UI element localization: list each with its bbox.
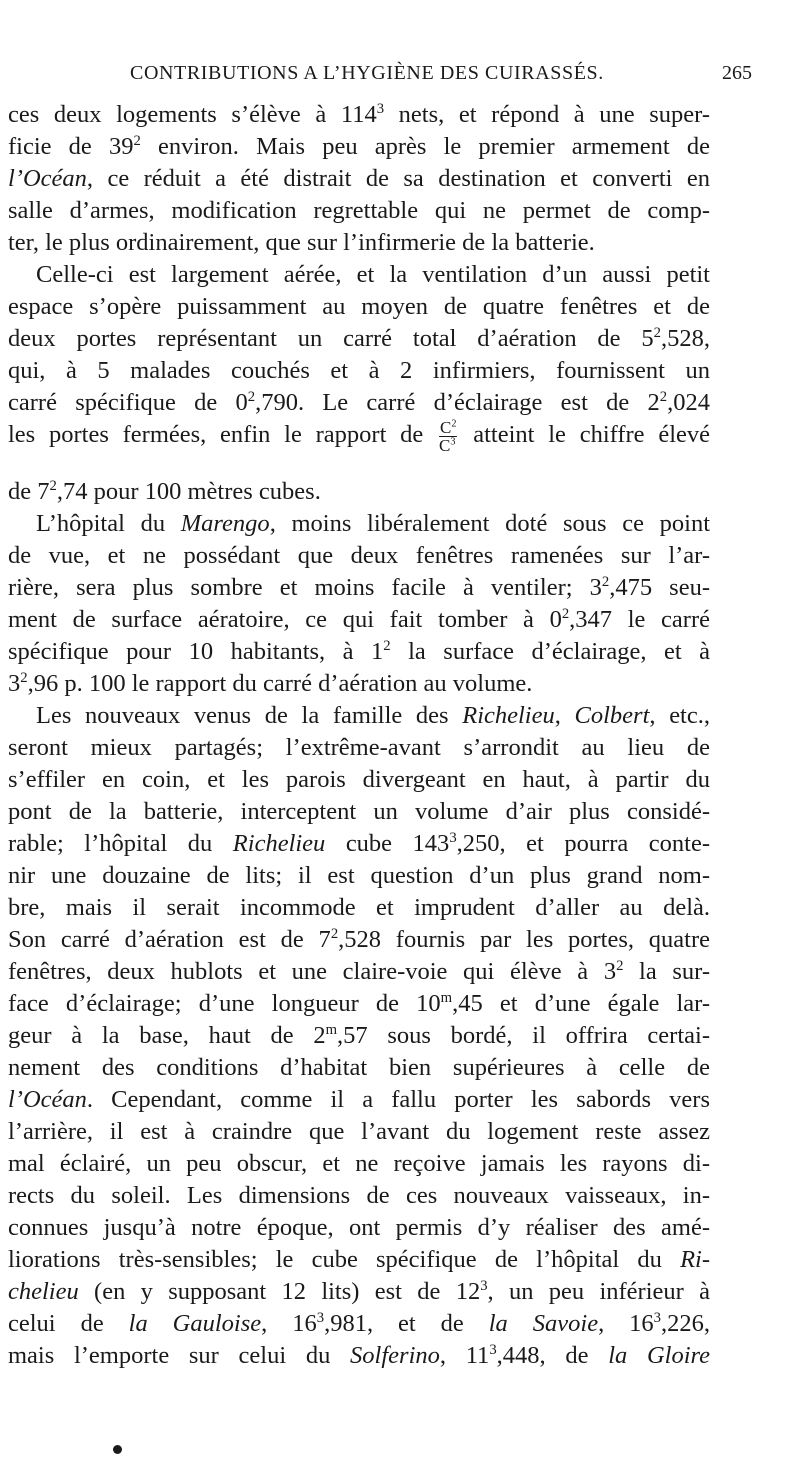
text-line-30: nement des conditions d’habitat bien supérieures à celle de (8, 1054, 710, 1081)
ship-name: Colbert (574, 702, 650, 729)
text-line-22: pont de la batterie, interceptent un volume d’air plus considé- (8, 798, 710, 825)
text-line-5: ter, le plus ordinairement, que sur l’infirmerie de la batterie. (8, 229, 595, 256)
text-line-2: ficie de $39^2$ environ. Mais peu après le premier armement de (8, 132, 710, 160)
text-line-38: celui de la Gauloise, $16^3,981$, et de la Savoie, $16^3,226$, (8, 1309, 711, 1337)
ship-name: la Gloire (608, 1342, 710, 1369)
text-line-23: rable; l’hôpital du Richelieu cube $143^3,250$, et pourra conte- (8, 829, 710, 857)
ratio-fraction: $\frac{C^2}{C^3}$ (439, 417, 457, 455)
text-line-15: rière, sera plus sombre et moins facile à ventiler; $3^2,475$ seu- (8, 573, 710, 601)
text-line-19: Les nouveaux venus de la famille des Richelieu, Colbert, etc., (36, 702, 710, 729)
ship-name: la Gauloise (128, 1310, 262, 1337)
running-title: CONTRIBUTIONS A L’HYGIÈNE DES CUIRASSÉS. (130, 62, 604, 84)
text-line-1: ces deux logements s’élève à $114^3$ nets, et répond à une super- (8, 100, 710, 128)
text-line-34: rects du soleil. Les dimensions de ces nouveaux vaisseaux, in- (8, 1182, 710, 1209)
text-line-7: espace s’opère puissamment au moyen de quatre fenêtres et de (8, 293, 710, 320)
text-line-11: les portes fermées, enfin le rapport de $\frac{C^2}{C^3}$ atteint le chiffre élevé (8, 417, 710, 455)
ship-name: Richelieu (462, 702, 555, 729)
text-line-25: bre, mais il serait incommode et imprudent d’aller au delà. (8, 894, 710, 921)
ship-name: la Savoie (488, 1310, 599, 1337)
text-line-10: carré spécifique de $0^2,790$. Le carré d’éclairage est de $2^2,024$ (8, 388, 710, 416)
text-line-9: qui, à 5 malades couchés et à 2 infirmiers, fournissent un (8, 357, 710, 384)
ship-name: chelieu (8, 1278, 79, 1305)
running-head (0, 62, 800, 94)
text-line-18: $3^2,96$ p. 100 le rapport du carré d’aération au volume. (8, 669, 533, 697)
ship-name: l’Océan (8, 1086, 87, 1113)
ship-name: Ri- (680, 1246, 710, 1273)
text-line-8: deux portes représentant un carré total d’aération de $5^2,528$, (8, 324, 710, 352)
ship-name: l’Océan (8, 165, 87, 192)
text-line-28: face d’éclairage; d’une longueur de 10$^m$,45 et d’une égale lar- (8, 989, 711, 1017)
text-line-35: connues jusqu’à notre époque, ont permis d’y réaliser des amé- (8, 1214, 710, 1241)
text-line-4: salle d’armes, modification regrettable qui ne permet de comp- (8, 197, 710, 224)
text-line-6: Celle-ci est largement aérée, et la ventilation d’un aussi petit (36, 261, 710, 288)
text-line-29: geur à la base, haut de 2$^m$,57 sous bordé, il offrira certai- (8, 1021, 710, 1049)
page-number: 265 (722, 62, 752, 84)
text-line-31: l’Océan. Cependant, comme il a fallu porter les sabords vers (8, 1086, 710, 1113)
text-line-27: fenêtres, deux hublots et une claire-voie qui élève à $3^2$ la sur- (8, 957, 710, 985)
text-line-33: mal éclairé, un peu obscur, et ne reçoive jamais les rayons di- (8, 1150, 710, 1177)
text-line-26: Son carré d’aération est de $7^2,528$ fournis par les portes, quatre (8, 925, 710, 953)
ship-name: Marengo (180, 510, 270, 537)
text-line-16: ment de surface aératoire, ce qui fait tomber à $0^2,347$ le carré (8, 605, 710, 633)
ink-dot-mark (113, 1445, 122, 1454)
text-line-20: seront mieux partagés; l’extrême-avant s’arrondit au lieu de (8, 734, 710, 761)
ship-name: Richelieu (232, 830, 326, 857)
text-line-39: mais l’emporte sur celui du Solferino, $11^3,448$, de la Gloire (8, 1341, 710, 1369)
text-line-3: l’Océan, ce réduit a été distrait de sa destination et converti en (8, 165, 710, 192)
text-line-17: spécifique pour 10 habitants, à $1^2$ la surface d’éclairage, et à (8, 637, 710, 665)
text-line-13: L’hôpital du Marengo, moins libéralement doté sous ce point (36, 510, 711, 537)
text-line-36: liorations très-sensibles; le cube spécifique de l’hôpital du Ri- (8, 1246, 710, 1273)
text-line-32: l’arrière, il est à craindre que l’avant du logement reste assez (8, 1118, 710, 1145)
text-line-21: s’effiler en coin, et les parois divergeant en haut, à partir du (8, 766, 710, 793)
ship-name: Solferino (350, 1342, 440, 1369)
text-line-37: chelieu (en y supposant 12 lits) est de $12^3$, un peu inférieur à (8, 1277, 710, 1305)
text-line-12: de $7^2,74$ pour 100 mètres cubes. (8, 477, 321, 505)
text-line-14: de vue, et ne possédant que deux fenêtres ramenées sur l’ar- (8, 542, 710, 569)
text-line-24: nir une douzaine de lits; il est question d’un plus grand nom- (8, 862, 710, 889)
